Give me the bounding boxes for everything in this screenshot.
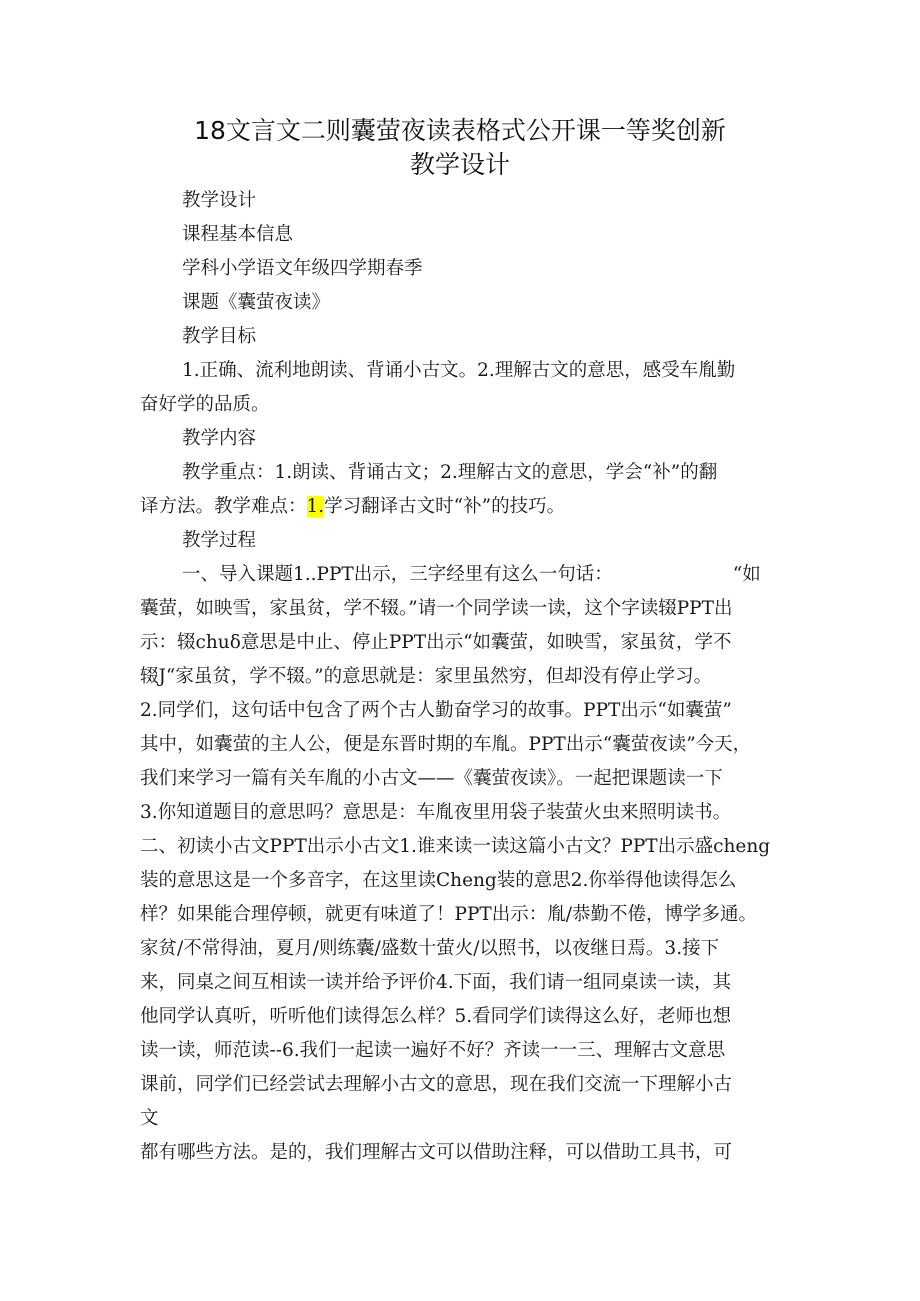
process-paragraph-line: 其中，如囊萤的主人公，便是东晋时期的车胤。PPT出示“囊萤夜读”今天，: [140, 734, 752, 755]
process-paragraph-line: 样？如果能合理停顿，就更有味道了！PPT出示：胤/恭勤不倦，博学多通。: [140, 904, 757, 925]
process-paragraph-line: 文: [140, 1108, 159, 1129]
process-paragraph-line: 3.你知道题目的意思吗？意思是：车胤夜里用袋子装萤火虫来照明读书。: [140, 802, 732, 823]
difficult-points-suffix: 学习翻译古文时“补”的技巧。: [324, 496, 566, 517]
process-paragraph-line: 示：辍chuδ意思是中止、停止PPT出示“如囊萤，如映雪，家虽贫，学不: [140, 632, 732, 653]
difficult-points-text: [140, 490, 800, 524]
process-paragraph-line: 装的意思这是一个多音字，在这里读Cheng装的意思2.你举得他读得怎么: [140, 870, 737, 891]
process-paragraph-line: 囊萤，如映雪，家虽贫，学不辍。”请一个同学读一读，这个字读辍PPT出: [140, 598, 733, 619]
process-paragraph-line: 2.同学们，这句话中包含了两个古人勤奋学习的故事。PPT出示“如囊萤”: [140, 700, 732, 721]
objectives-text-cont: 奋好学的品质。: [140, 394, 270, 415]
heading-teaching-design: 教学设计: [182, 190, 257, 211]
process-paragraph-line: 他同学认真听，听听他们读得怎么样？5.看同学们读得这么好，老师也想: [140, 1006, 732, 1027]
process-paragraph-line: [182, 558, 842, 592]
quote-start: “如: [732, 564, 761, 585]
heading-objectives: 教学目标: [182, 326, 257, 347]
heading-process: 教学过程: [182, 530, 257, 551]
process-paragraph-line: 课前，同学们已经尝试去理解小古文的意思，现在我们交流一下理解小古: [140, 1074, 733, 1095]
objectives-text: 1.正确、流利地朗读、背诵小古文。2.理解古文的意思，感受车胤勤: [182, 360, 736, 381]
process-paragraph-line: 都有哪些方法。是的，我们理解古文可以借助注释，可以借助工具书，可: [140, 1142, 733, 1163]
process-paragraph-line: 辍J“家虽贫，学不辍。”的意思就是：家里虽然穷，但却没有停止学习。: [140, 666, 713, 687]
heading-content: 教学内容: [182, 428, 257, 449]
lesson-topic: 课题《囊萤夜读》: [182, 292, 331, 313]
intro-text: 一、导入课题1..PPT出示，三字经里有这么一句话：: [182, 564, 613, 585]
subject-info: 学科小学语文年级四学期春季: [182, 258, 423, 279]
process-paragraph-line: 我们来学习一篇有关车胤的小古文——《囊萤夜读》。一起把课题读一下: [140, 768, 723, 789]
process-paragraph-line: 来，同桌之间互相读一读并给予评价4.下面，我们请一组同桌读一读，其: [140, 972, 732, 993]
heading-course-info: 课程基本信息: [182, 224, 294, 245]
process-paragraph-line: 二、初读小古文PPT出示小古文1.谁来读一读这篇小古文？PPT出示盛cheng: [140, 836, 771, 857]
document-title-line-1: 18文言文二则囊萤夜读表格式公开课一等奖创新: [194, 116, 726, 145]
key-points-text: 教学重点：1.朗读、背诵古文；2.理解古文的意思，学会“补”的翻: [182, 462, 718, 483]
highlighted-number: 1.: [306, 496, 325, 517]
difficult-points-prefix: 译方法。教学难点：: [140, 496, 307, 517]
process-paragraph-line: 读一读，师范读--6.我们一起读一遍好不好？齐读一一三、理解古文意思: [140, 1040, 726, 1061]
process-paragraph-line: 家贫/不常得油，夏月/则练囊/盛数十萤火/以照书，以夜继日焉。3.接下: [140, 938, 720, 959]
document-title-line-2: 教学设计: [409, 150, 510, 179]
